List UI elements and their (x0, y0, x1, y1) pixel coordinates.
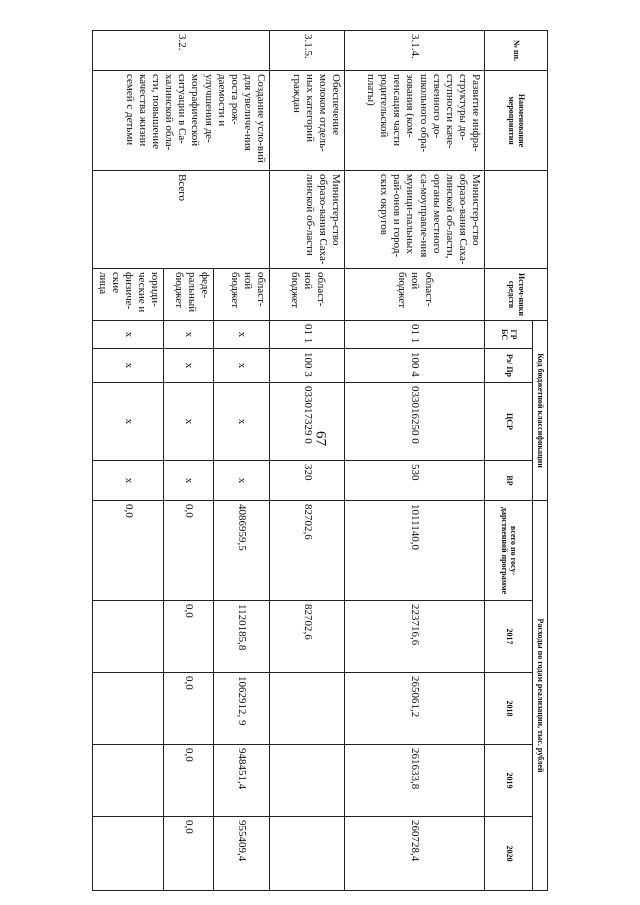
header-2018: 2018 (485, 673, 533, 745)
row-2019 (270, 745, 345, 817)
header-no: № пп. (485, 31, 548, 71)
header-budget-code: Код бюджетной классификации (533, 321, 548, 501)
header-vr: ВР (485, 461, 533, 501)
row-rzpr: 100 4 (345, 349, 485, 383)
row-2017: 0,0 (164, 601, 214, 673)
table-row (345, 31, 485, 891)
row-csr: х (214, 383, 270, 461)
row-source: област-ной бюджет (270, 269, 345, 321)
row-source: област-ной бюджет (214, 269, 270, 321)
row-grbs: 01 1 (270, 321, 345, 349)
row-2020: 0,0 (164, 817, 214, 891)
row-2019: 0,0 (164, 745, 214, 817)
row-2017: 1120185,8 (214, 601, 270, 673)
row-csr: х (164, 383, 214, 461)
header-total: всего по госу-дарственной программе (485, 501, 533, 601)
header-2020: 2020 (485, 817, 533, 891)
table-row (270, 31, 345, 891)
row-rzpr: х (93, 349, 164, 383)
header-csr: ЦСР (485, 383, 533, 461)
row-name: Развитие инфра-структуры до-ступности каче-ственного до-школьного обра-зования (ком-пенсация части родительской платы) (345, 71, 485, 171)
header-source: Источ-ники средств (485, 269, 548, 321)
header-2019: 2019 (485, 745, 533, 817)
page-number: 67 (312, 431, 329, 446)
header-name: Наименование мероприятия (485, 71, 548, 171)
header-exec (485, 171, 548, 269)
row-vr: х (214, 461, 270, 501)
header-expenses: Расходы по годам реализации, тыс. рублей (533, 501, 548, 891)
row-2020 (270, 817, 345, 891)
row-2017: 82702,6 (270, 601, 345, 673)
row-2019: 948451,4 (214, 745, 270, 817)
row-no: 3.1.5. (270, 31, 345, 71)
row-source: юриди-ческие и физиче-ские лица (93, 269, 164, 321)
row-2019 (93, 745, 164, 817)
row-no: 3.2. (93, 31, 270, 71)
row-vr: х (164, 461, 214, 501)
row-total: 4086959,5 (214, 501, 270, 601)
row-2018: 265061,2 (345, 673, 485, 745)
row-total: 82702,6 (270, 501, 345, 601)
row-2018: 1062912, 9 (214, 673, 270, 745)
row-source: област-ной бюджет (345, 269, 485, 321)
row-grbs: х (214, 321, 270, 349)
row-2020 (93, 817, 164, 891)
budget-table (92, 30, 548, 891)
row-vr: х (93, 461, 164, 501)
row-source: феде-ральный бюджет (164, 269, 214, 321)
rotated-table-wrapper (96, 30, 548, 890)
row-2017: 223716,6 (345, 601, 485, 673)
row-csr: 033016250 0 (345, 383, 485, 461)
row-no: 3.1.4. (345, 31, 485, 71)
row-2018 (93, 673, 164, 745)
row-total: 1011140,0 (345, 501, 485, 601)
row-rzpr: х (164, 349, 214, 383)
row-2018 (270, 673, 345, 745)
row-name: Создание усло-вий для увеличе-ния роста рож-даемости и улучшения де-мографической ситуации в Са-халинской обла-сти, повышение качества жизни семей с детьми (93, 71, 270, 171)
table-row (214, 31, 270, 891)
row-grbs: х (164, 321, 214, 349)
row-2019: 261633,8 (345, 745, 485, 817)
row-exec: Министер-ство образо-вания Саха-линской об-ласти, органы местного са-моуправле-ния муници-пальных рай-онов и город-ских округов (345, 171, 485, 269)
row-2020: 260728,4 (345, 817, 485, 891)
row-vr: 530 (345, 461, 485, 501)
row-total: 0,0 (164, 501, 214, 601)
row-2020: 955409,4 (214, 817, 270, 891)
row-rzpr: х (214, 349, 270, 383)
row-rzpr: 100 3 (270, 349, 345, 383)
row-name: Обеспечение молоком отдель-ных категорий граждан (270, 71, 345, 171)
row-grbs: 01 1 (345, 321, 485, 349)
row-vr: 320 (270, 461, 345, 501)
row-total: 0,0 (93, 501, 164, 601)
row-grbs: х (93, 321, 164, 349)
row-2017 (93, 601, 164, 673)
header-rzpr: Рз/ Пр (485, 349, 533, 383)
header-2017: 2017 (485, 601, 533, 673)
header-grbs: ГР БС (485, 321, 533, 349)
row-2018: 0,0 (164, 673, 214, 745)
row-exec: Министер-ство образо-вания Саха-линской об-ласти (270, 171, 345, 269)
row-csr: 033017329 0 (270, 383, 345, 461)
row-exec: Всего (93, 171, 270, 269)
row-csr: х (93, 383, 164, 461)
